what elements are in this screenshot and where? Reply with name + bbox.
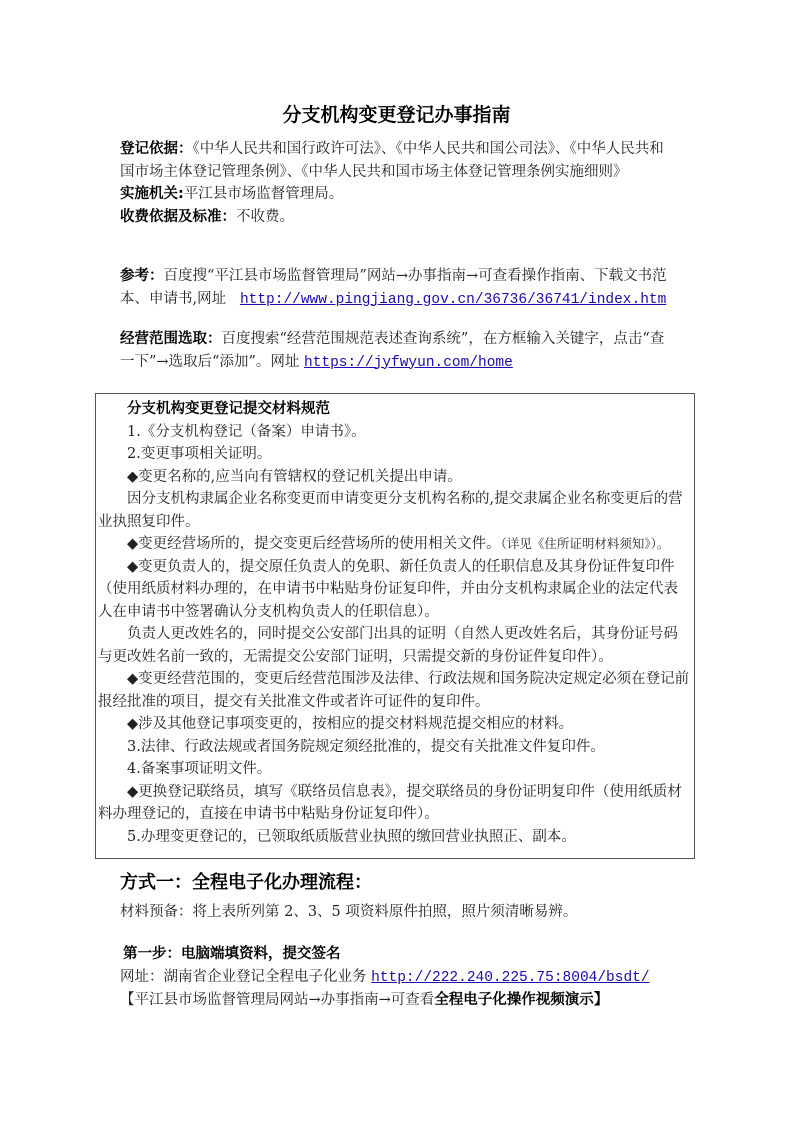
material-item <box>98 533 692 556</box>
material-note: （详见《住所证明材料须知》）。 <box>500 536 670 551</box>
fee <box>120 206 676 229</box>
agency-label: 实施机关: <box>120 186 184 202</box>
scope-label: 经营范围选取： <box>120 331 222 347</box>
method1-heading: 方式一：全程电子化办理流程： <box>120 872 372 893</box>
material-item: ◆变更经营范围的，变更后经营范围涉及法律、行政法规和国务院决定规定必须在登记前报经批准的项目，提交有关批准文件或者许可证件的复印件。 <box>98 671 690 710</box>
scope <box>120 328 676 374</box>
reference-label: 参考： <box>120 268 164 284</box>
method1-prep: 材料预备：将上表所列第 2、3、5 项资料原件拍照，照片须清晰易辨。 <box>120 903 578 920</box>
video-prefix: 【平江县市场监督管理局网站→办事指南→可查看 <box>120 992 435 1008</box>
scope-text: 百度搜索“经营范围规范表述查询系统”，在方框输入关键字，点击“查一下”→选取后“添加”。网址 <box>120 331 665 370</box>
material-item: 1.《分支机构登记（备案）申请书》。 <box>127 423 366 440</box>
info-section <box>120 138 676 228</box>
material-item: 3.法律、行政法规或者国务院规定须经批准的，提交有关批准文件复印件。 <box>127 738 605 755</box>
fee-label: 收费依据及标准： <box>120 208 236 225</box>
material-item: 4.备案事项证明文件。 <box>127 761 272 777</box>
material-item: ◆更换登记联络员，填写《联络员信息表》，提交联络员的身份证明复印件（使用纸质材料办理登记的，直接在申请书中粘贴身份证复印件）。 <box>98 783 682 822</box>
material-item: 负责人更改姓名的，同时提交公安部门出具的证明（自然人更改姓名后，其身份证号码与更改姓名前一致的，无需提交公安部门证明，只需提交新的身份证件复印件）。 <box>98 626 678 665</box>
reference-link[interactable]: http://www.pingjiang.gov.cn/36736/36741/index.htm <box>239 291 667 308</box>
video-link-text: 全程电子化操作视频演示 <box>434 992 594 1008</box>
page-title: 分支机构变更登记办事指南 <box>282 104 511 126</box>
fee-text: 不收费。 <box>236 208 294 225</box>
reference-text: 百度搜“平江县市场监督管理局”网站→办事指南→可查看操作指南、下载文书范本、申请书,网址 <box>120 268 667 307</box>
method1-section <box>120 872 676 1012</box>
basis-label: 登记依据： <box>120 141 193 157</box>
material-item: 5.办理变更登记的，已领取纸质版营业执照的缴回营业执照正、副本。 <box>127 828 576 845</box>
agency-text: 平江县市场监督管理局。 <box>183 186 344 202</box>
basis <box>120 138 676 183</box>
video-note <box>120 989 676 1012</box>
materials-box <box>95 393 695 859</box>
material-item: 2.变更事项相关证明。 <box>127 446 272 462</box>
material-item: ◆变更名称的,应当向有管辖权的登记机关提出申请。 <box>127 468 462 485</box>
material-item: 因分支机构隶属企业名称变更而申请变更分支机构名称的,提交隶属企业名称变更后的营业执照复印件。 <box>98 491 683 530</box>
site-label: 网址：湖南省企业登记全程电子化业务 <box>120 968 367 985</box>
material-item: ◆涉及其他登记事项变更的，按相应的提交材料规范提交相应的材料。 <box>127 716 574 732</box>
step1-heading: 第一步：电脑端填资料，提交签名 <box>123 946 341 962</box>
agency <box>120 183 676 206</box>
basis-text: 《中华人民共和国行政许可法》、《中华人民共和国公司法》、《中华人民共和国市场主体登记管理条例》、《中华人民共和国市场主体登记管理条例实施细则》 <box>120 141 664 180</box>
material-item-text: ◆变更经营场所的，提交变更后经营场所的使用相关文件。 <box>127 536 501 552</box>
step1-site <box>120 966 676 990</box>
reference <box>120 265 676 311</box>
video-suffix: 】 <box>593 992 609 1008</box>
scope-link[interactable]: https://jyfwyun.com/home <box>304 354 513 371</box>
materials-heading: 分支机构变更登记提交材料规范 <box>127 401 330 417</box>
material-item: ◆变更负责人的，提交原任负责人的免职、新任负责人的任职信息及其身份证件复印件（使用纸质材料办理的，在申请书中粘贴身份证复印件，并由分支机构隶属企业的法定代表人在申请书中签署确认分支机构负责人的任职信息）。 <box>98 558 678 620</box>
site-link[interactable]: http://222.240.225.75:8004/bsdt/ <box>371 969 650 986</box>
